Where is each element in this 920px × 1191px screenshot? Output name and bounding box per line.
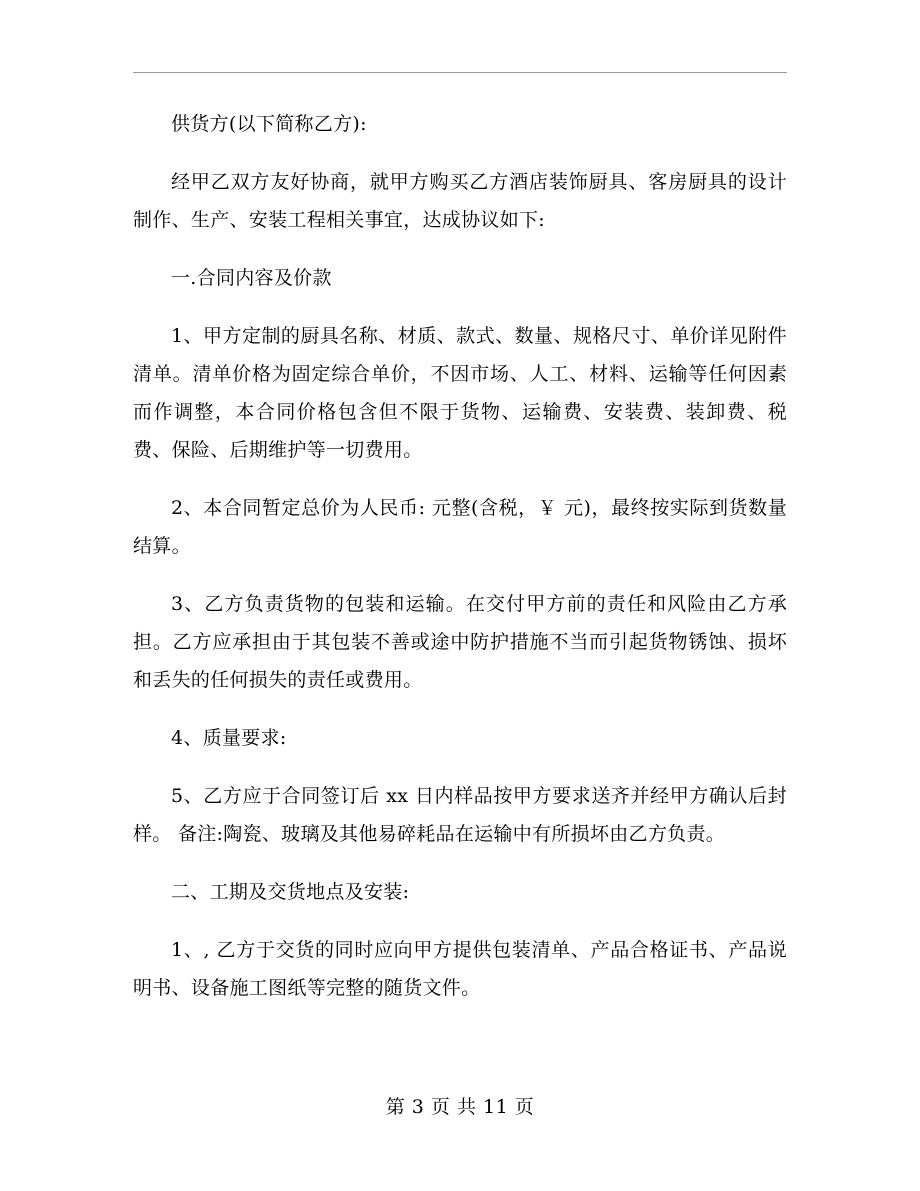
paragraph-clause-4: 4、质量要求: bbox=[171, 727, 287, 749]
document-body bbox=[133, 105, 787, 1027]
paragraph-clause-3: 3、乙方负责货物的包装和运输。在交付甲方前的责任和风险由乙方承担。乙方应承担由于其包装不善或途中防护措施不当而引起货物锈蚀、损坏和丢失的任何损失的责任或费用。 bbox=[133, 593, 787, 691]
paragraph-clause-2: 2、本合同暂定总价为人民币: 元整(含税，￥ 元)，最终按实际到货数量结算。 bbox=[133, 497, 787, 557]
page-number-footer: 第 3 页 共 11 页 bbox=[385, 1096, 535, 1118]
paragraph-clause-1: 1、甲方定制的厨具名称、材质、款式、数量、规格尺寸、单价详见附件清单。清单价格为固定综合单价，不因市场、人工、材料、运输等任何因素而作调整，本合同价格包含但不限于货物、运输费、安装费、装卸费、税费、保险、后期维护等一切费用。 bbox=[133, 325, 787, 461]
header-rule bbox=[133, 72, 787, 73]
paragraph-clause-5: 5、乙方应于合同签订后 xx 日内样品按甲方要求送齐并经甲方确认后封样。 备注:陶瓷、玻璃及其他易碎耗品在运输中有所损坏由乙方负责。 bbox=[133, 785, 787, 845]
paragraph-schedule-clause-1: 1、, 乙方于交货的同时应向甲方提供包装清单、产品合格证书、产品说明书、设备施工图纸等完整的随货文件。 bbox=[133, 939, 787, 999]
section-heading-schedule: 二、工期及交货地点及安装: bbox=[171, 881, 410, 903]
section-heading-contract-content: 一.合同内容及价款 bbox=[171, 267, 332, 289]
paragraph-supplier: 供货方(以下简称乙方): bbox=[171, 113, 367, 135]
paragraph-preamble: 经甲乙双方友好协商，就甲方购买乙方酒店装饰厨具、客房厨具的设计制作、生产、安装工程相关事宜，达成协议如下: bbox=[133, 171, 787, 231]
